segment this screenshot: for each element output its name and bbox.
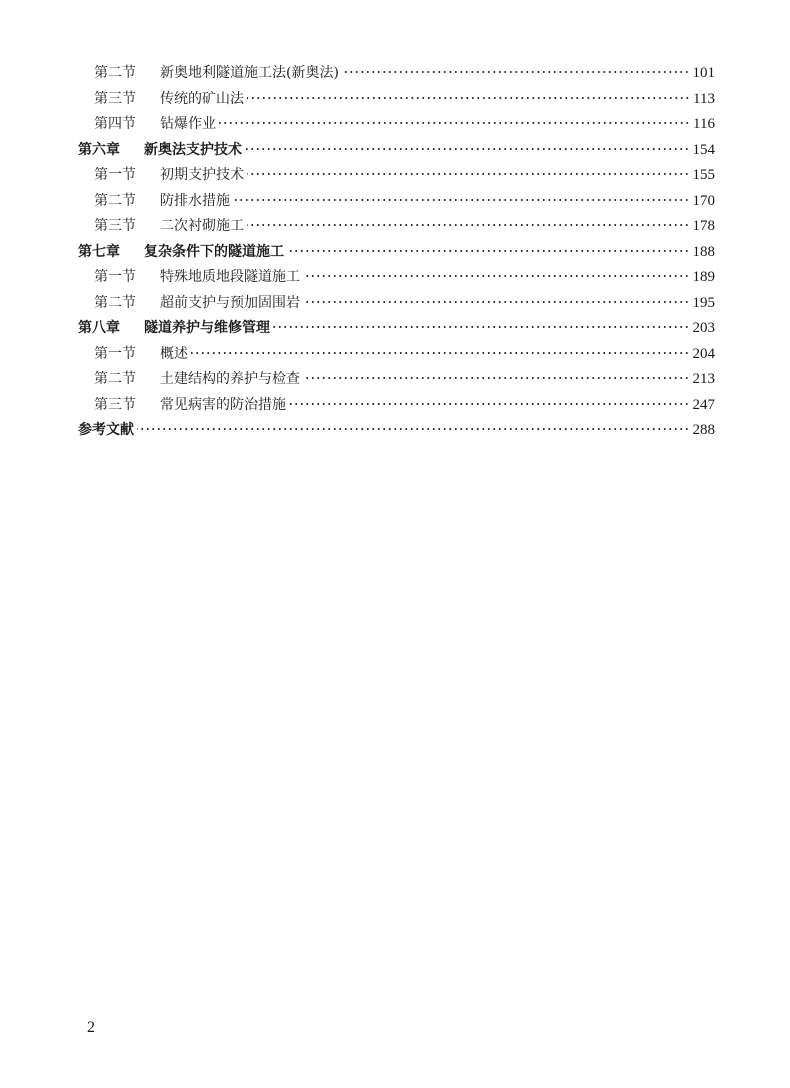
toc-entry-title: 参考文献 xyxy=(78,422,134,438)
toc-entry-title: 新奥地利隧道施工法(新奥法) xyxy=(160,65,339,81)
toc-entry-label xyxy=(94,163,244,189)
toc-entry-label xyxy=(94,342,188,368)
toc-entry-label xyxy=(94,112,216,138)
dot-leader xyxy=(273,326,690,328)
toc-entry-page: 113 xyxy=(693,90,715,107)
toc-entry-page: 170 xyxy=(692,192,715,209)
toc-entry-label xyxy=(94,61,339,87)
toc-entry-title: 复杂条件下的隧道施工 xyxy=(144,243,284,260)
toc-entry-number: 第三节 xyxy=(94,90,136,107)
toc-entry-number: 第三节 xyxy=(94,218,136,234)
toc-entry-number: 第七章 xyxy=(78,243,120,260)
toc-entry-page: 155 xyxy=(692,167,715,183)
toc-entry-number: 第四节 xyxy=(94,116,136,132)
toc-entry-label xyxy=(78,316,270,342)
toc-entry-page: 288 xyxy=(692,422,715,438)
toc-entry-page: 101 xyxy=(692,65,715,81)
toc-entry-title: 土建结构的养护与检查 xyxy=(160,371,300,387)
toc-entry-page: 154 xyxy=(692,141,715,158)
toc-entry-title: 传统的矿山法 xyxy=(160,90,244,107)
toc-section-entry[interactable] xyxy=(78,214,715,240)
dot-leader xyxy=(247,173,690,175)
toc-entry-title: 初期支护技术 xyxy=(160,167,244,183)
toc-entry-label xyxy=(94,393,286,419)
toc-entry-number: 第二节 xyxy=(94,192,136,209)
toc-entry-label xyxy=(94,367,300,393)
toc-entry-number: 第二节 xyxy=(94,294,136,311)
toc-entry-page: 188 xyxy=(692,243,715,260)
toc-entry-label xyxy=(94,87,244,113)
toc-entry-label xyxy=(78,418,134,444)
toc-section-entry[interactable] xyxy=(78,291,715,317)
toc-entry-page: 116 xyxy=(693,116,715,132)
dot-leader xyxy=(247,224,690,226)
toc-entry-title: 常见病害的防治措施 xyxy=(160,396,286,413)
toc-entry-number: 第二节 xyxy=(94,371,136,387)
toc-entry-page: 213 xyxy=(692,371,715,387)
toc-entry-number: 第一节 xyxy=(94,345,136,362)
page-number: 2 xyxy=(87,1019,95,1036)
toc-section-entry[interactable] xyxy=(78,367,715,393)
toc-section-entry[interactable] xyxy=(78,393,715,419)
toc-chapter-entry[interactable] xyxy=(78,240,715,266)
toc-section-entry[interactable] xyxy=(78,61,715,87)
dot-leader xyxy=(342,71,690,73)
toc-entry-page: 178 xyxy=(692,218,715,234)
dot-leader xyxy=(289,403,690,405)
toc-section-entry[interactable] xyxy=(78,189,715,215)
toc-entry-label xyxy=(94,291,300,317)
toc-entry-number: 第八章 xyxy=(78,320,120,336)
toc-chapter-entry[interactable] xyxy=(78,138,715,164)
dot-leader xyxy=(219,122,690,124)
toc-chapter-entry[interactable] xyxy=(78,316,715,342)
toc-entry-page: 195 xyxy=(692,294,715,311)
toc-entry-title: 防排水措施 xyxy=(160,192,230,209)
toc-entry-label xyxy=(94,265,300,291)
dot-leader xyxy=(287,250,690,252)
toc-section-entry[interactable] xyxy=(78,265,715,291)
dot-leader xyxy=(247,97,690,99)
toc-entry-title: 钻爆作业 xyxy=(160,116,216,132)
dot-leader xyxy=(303,275,690,277)
toc-section-entry[interactable] xyxy=(78,342,715,368)
toc-section-entry[interactable] xyxy=(78,163,715,189)
dot-leader xyxy=(233,199,690,201)
dot-leader xyxy=(303,301,690,303)
toc-section-entry[interactable] xyxy=(78,112,715,138)
dot-leader xyxy=(245,148,690,150)
toc-entry-title: 隧道养护与维修管理 xyxy=(144,320,270,336)
toc-entry-label xyxy=(78,240,284,266)
toc-entry-title: 超前支护与预加固围岩 xyxy=(160,294,300,311)
toc-entry-title: 特殊地质地段隧道施工 xyxy=(160,269,300,285)
toc-entry-label xyxy=(78,138,242,164)
dot-leader xyxy=(191,352,690,354)
toc-entry-page: 247 xyxy=(692,396,715,413)
toc-entry-page: 204 xyxy=(692,345,715,362)
toc-entry-number: 第一节 xyxy=(94,167,136,183)
dot-leader xyxy=(137,428,690,430)
toc-entry-label xyxy=(94,214,244,240)
toc-references-entry[interactable] xyxy=(78,418,715,444)
toc-entry-title: 二次衬砌施工 xyxy=(160,218,244,234)
toc-entry-number: 第二节 xyxy=(94,65,136,81)
toc-entry-number: 第一节 xyxy=(94,269,136,285)
toc-entry-page: 189 xyxy=(692,269,715,285)
toc-section-entry[interactable] xyxy=(78,87,715,113)
toc-entry-page: 203 xyxy=(692,320,715,336)
table-of-contents xyxy=(78,61,715,444)
toc-entry-number: 第六章 xyxy=(78,141,120,158)
toc-entry-label xyxy=(94,189,230,215)
dot-leader xyxy=(303,377,690,379)
toc-entry-title: 新奥法支护技术 xyxy=(144,141,242,158)
toc-entry-number: 第三节 xyxy=(94,396,136,413)
toc-entry-title: 概述 xyxy=(160,345,188,362)
